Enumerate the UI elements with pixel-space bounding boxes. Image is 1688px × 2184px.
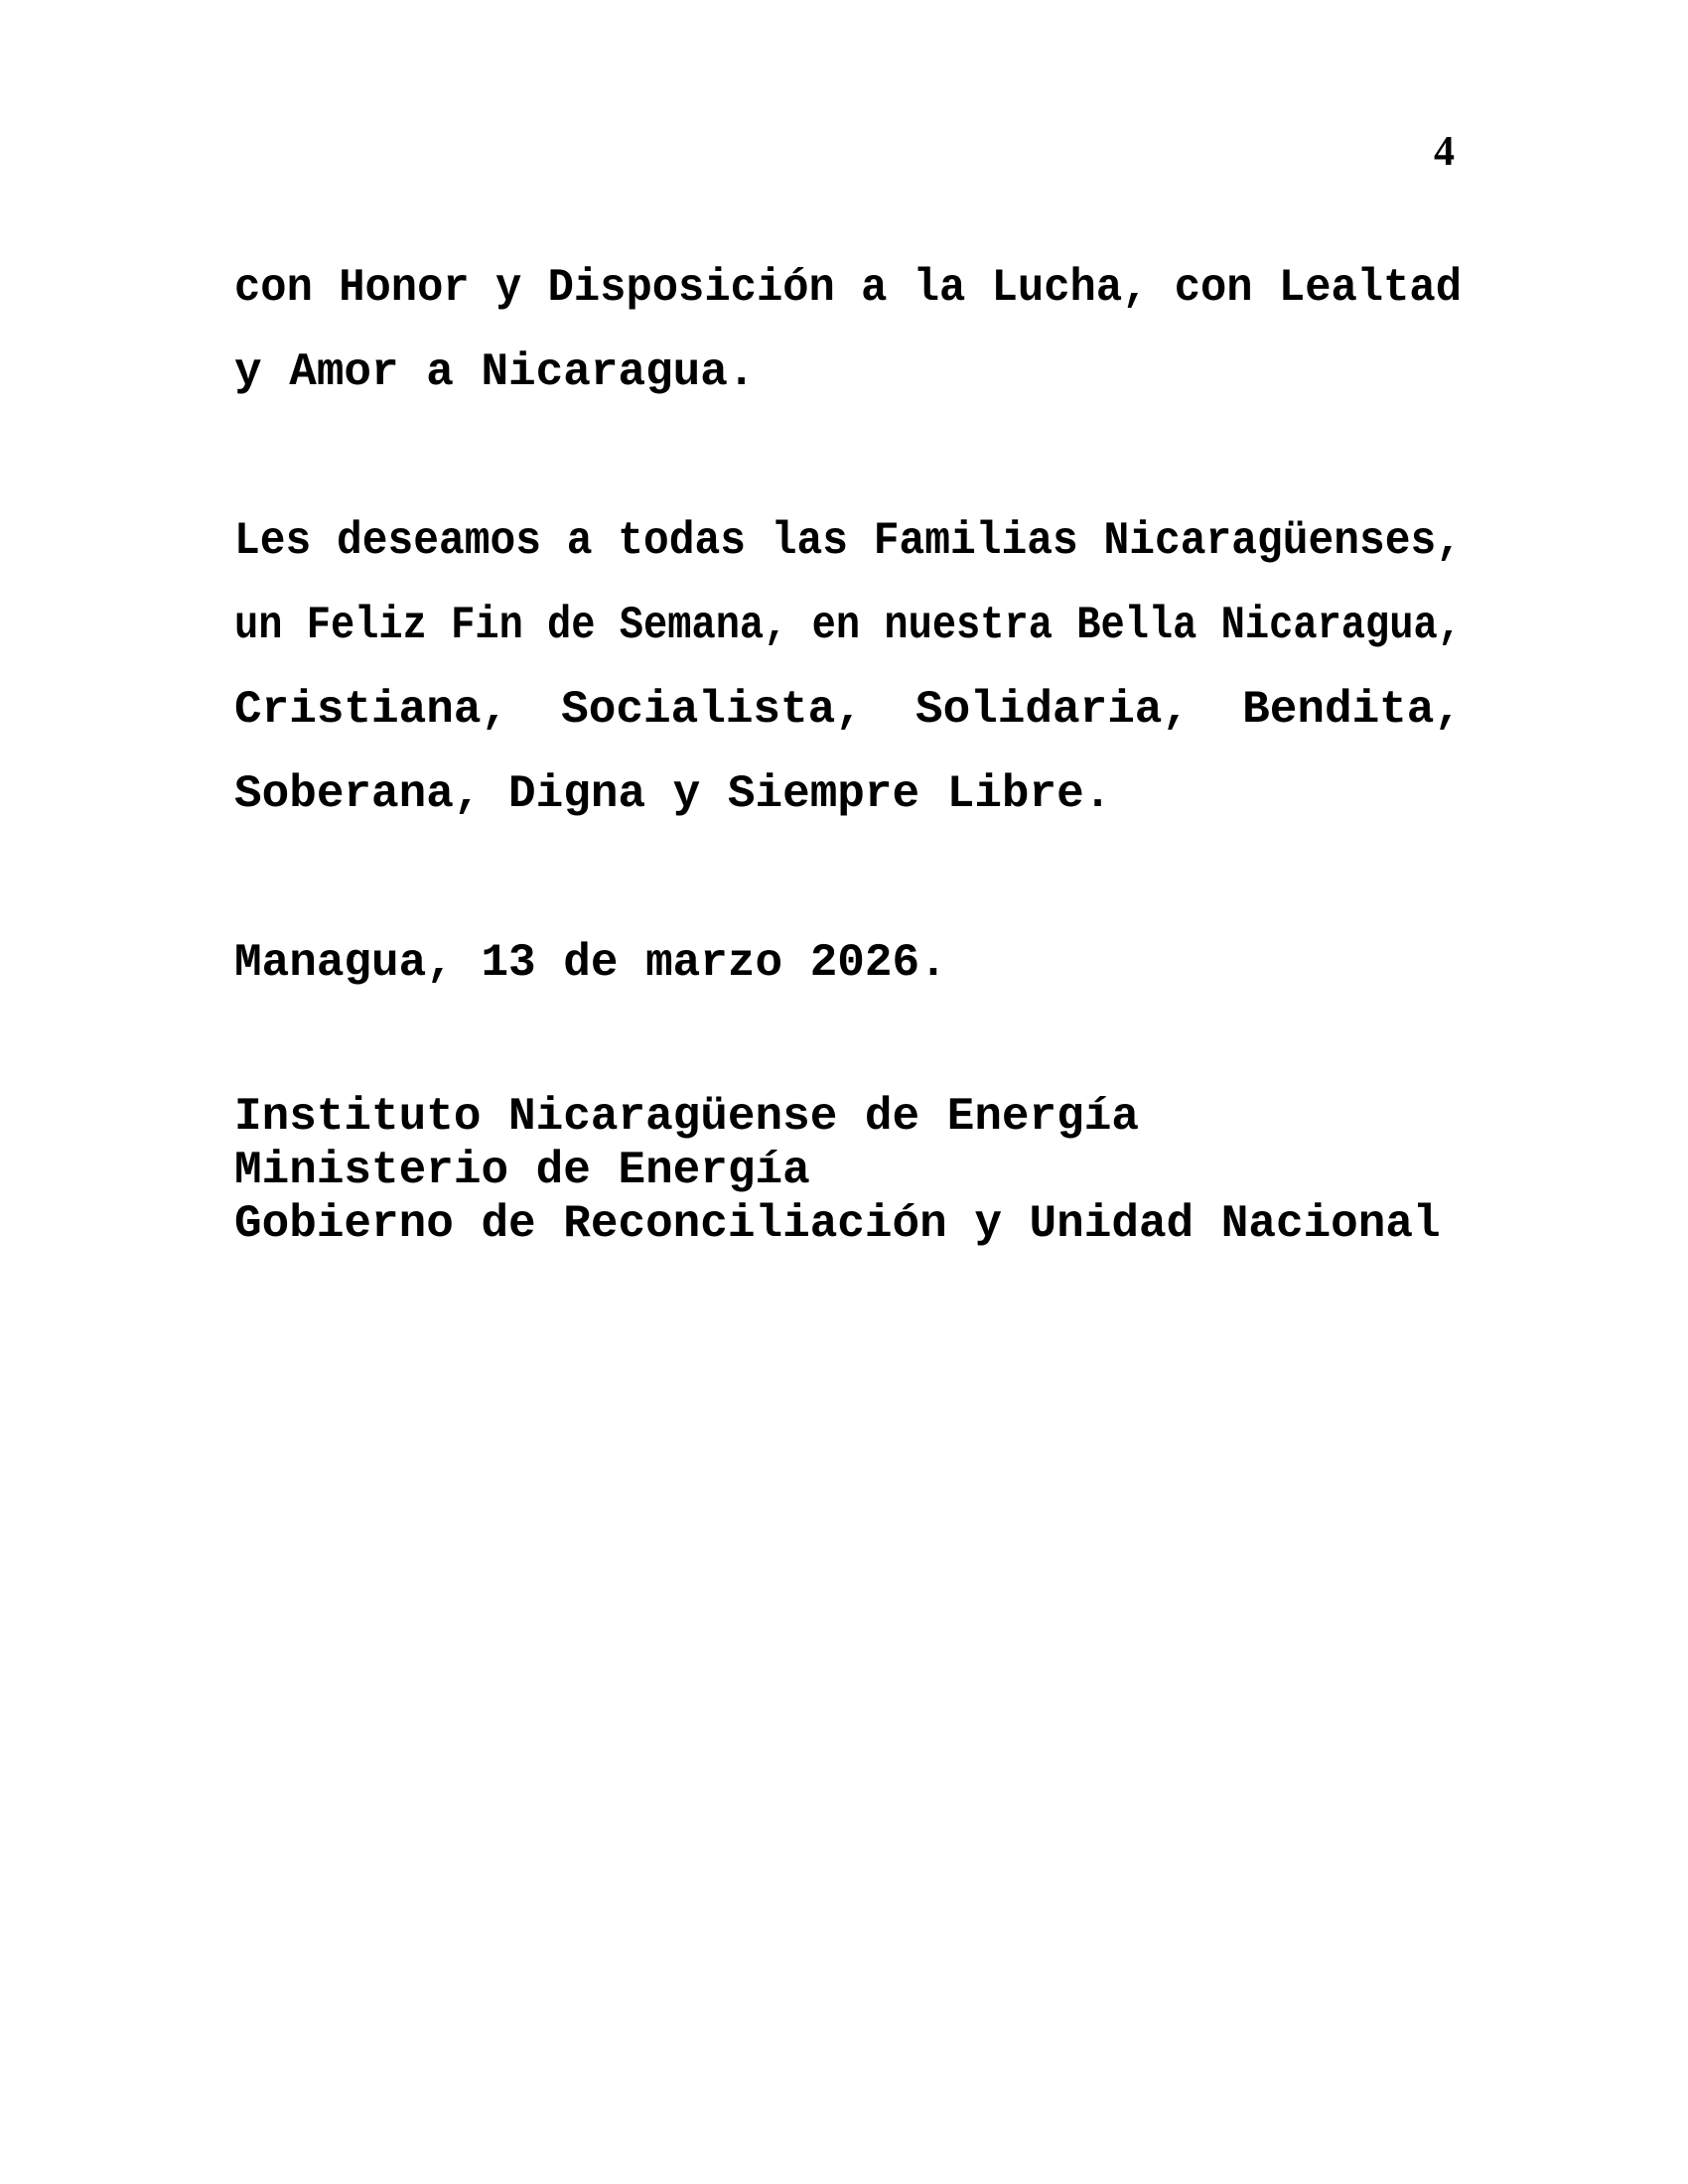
paragraph-gap: [234, 1006, 1462, 1090]
document-body: [234, 246, 1462, 1251]
dateline: Managua, 13 de marzo 2026.: [234, 937, 947, 989]
page-number: 4: [1434, 129, 1455, 175]
signature-line-institute: Instituto Nicaragüense de Energía: [234, 1091, 1139, 1143]
paragraph2-line-1-text: Les deseamos a todas las Familias Nicaragüenses,: [234, 515, 1462, 567]
paragraph1-line-1: [234, 246, 1462, 331]
paragraph-gap: [234, 415, 1462, 499]
paragraph-gap: [234, 837, 1462, 921]
signature-line-ministry: Ministerio de Energía: [234, 1145, 810, 1196]
signature-line-government: Gobierno de Reconciliación y Unidad Nacional: [234, 1198, 1441, 1250]
paragraph1-line-1-text: con Honor y Disposición a la Lucha, con Lealtad: [234, 262, 1462, 314]
paragraph1-line-2: y Amor a Nicaragua.: [234, 346, 756, 398]
paragraph2-line-4: Soberana, Digna y Siempre Libre.: [234, 768, 1112, 820]
paragraph2-line-2-text: un Feliz Fin de Semana, en nuestra Bella Nicaragua,: [234, 600, 1462, 651]
paragraph2-line-1: [234, 499, 1462, 584]
paragraph2-line-2: [234, 584, 1462, 668]
paragraph2-line-3: Cristiana, Socialista, Solidaria, Bendita,: [234, 684, 1462, 736]
